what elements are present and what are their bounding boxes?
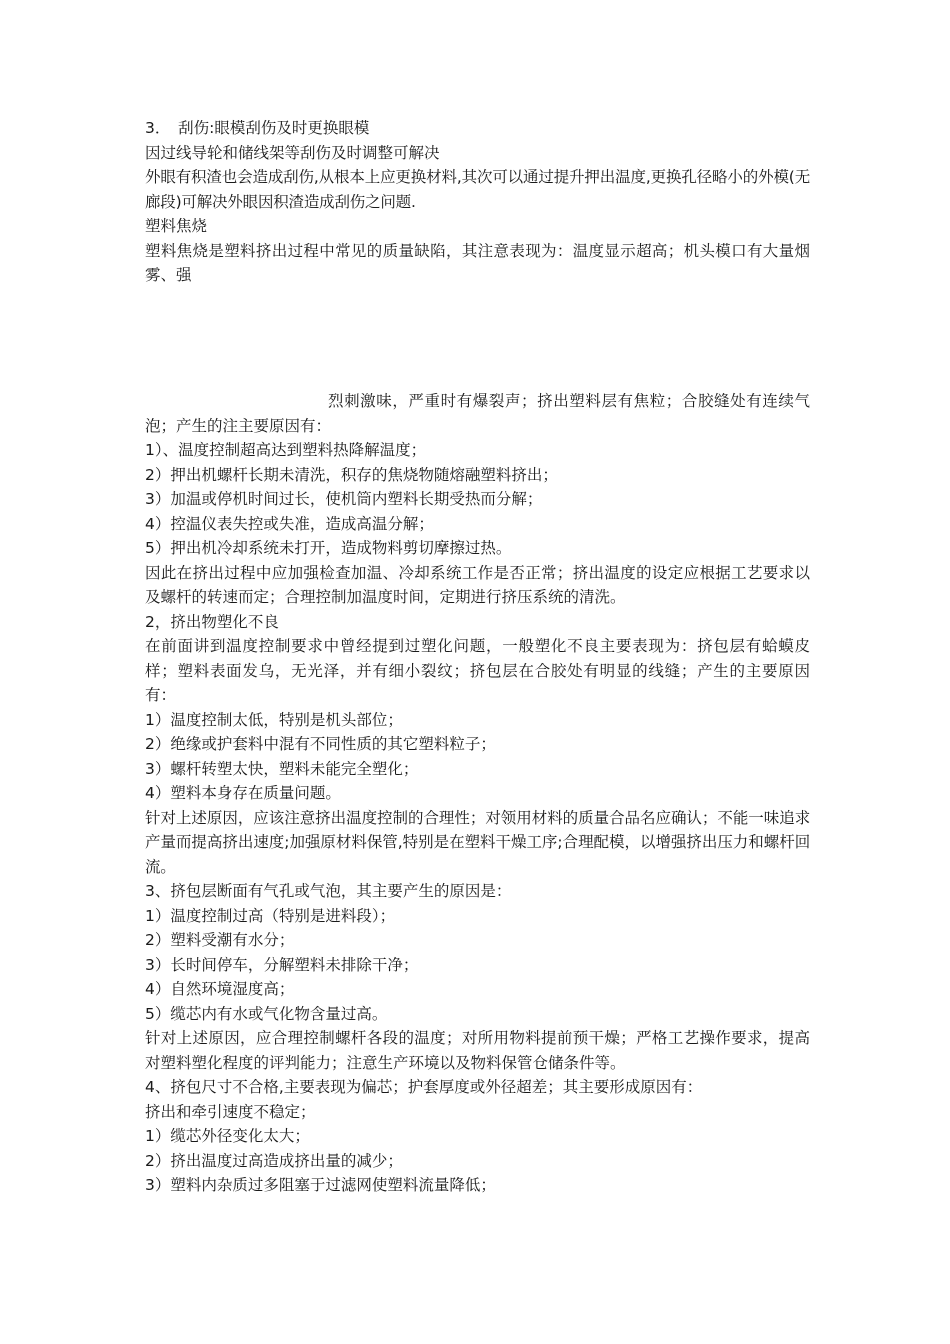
list-item: 1）、温度控制超高达到塑料热降解温度； bbox=[145, 441, 427, 459]
list-item: 4）自然环境湿度高； bbox=[145, 980, 295, 998]
heading-scratch: 3． 刮伤:眼模刮伤及时更换眼模 bbox=[145, 119, 370, 137]
para-burn-fix: 因此在挤出过程中应加强检查加温、冷却系统工作是否正常；挤出温度的设定应根据工艺要求以及螺杆的转速而定；合理控制加温度时间，定期进行挤压系统的清洗。 bbox=[145, 563, 810, 606]
line-speed: 挤出和牵引速度不稳定； bbox=[145, 1102, 316, 1121]
list-item: 3）塑料内杂质过多阻塞于过滤网使塑料流量降低； bbox=[145, 1176, 496, 1194]
para-burn-continued bbox=[145, 389, 810, 438]
list-item: 1）温度控制太低，特别是机头部位； bbox=[145, 710, 403, 729]
heading-size: 4、挤包尺寸不合格,主要表现为偏芯；护套厚度或外径超差；其主要形成原因有： bbox=[145, 1078, 703, 1096]
list-item: 2）挤出温度过高造成挤出量的减少； bbox=[145, 1151, 403, 1170]
list-item: 2）押出机螺杆长期未清洗，积存的焦烧物随熔融塑料挤出； bbox=[145, 465, 558, 484]
heading-plastic-burn: 塑料焦烧 bbox=[145, 217, 208, 235]
list-item: 3）螺杆转塑太快，塑料未能完全塑化； bbox=[145, 759, 419, 778]
list-item: 1）温度控制过高（特别是进料段）； bbox=[145, 906, 396, 925]
list-item: 2）绝缘或护套料中混有不同性质的其它塑料粒子； bbox=[145, 735, 496, 753]
bottom-text-section bbox=[145, 389, 810, 1198]
line-guide-wheel: 因过线导轮和储线架等刮伤及时调整可解决 bbox=[145, 143, 440, 162]
heading-plastic-defect: 2，挤出物塑化不良 bbox=[145, 612, 279, 631]
para-plastic-fix: 针对上述原因，应该注意挤出温度控制的合理性；对领用材料的质量合品名应确认；不能一味追求产量而提高挤出速度;加强原材料保管,特别是在塑料干燥工序;合理配模，以增强挤出压力和螺杆回流。 bbox=[145, 808, 810, 876]
para-burn-continued-text: 烈刺激味，严重时有爆裂声；挤出塑料层有焦粒；合胶缝处有连续气泡；产生的注主要原因有： bbox=[145, 392, 810, 435]
list-item: 3）加温或停机时间过长，使机筒内塑料长期受热而分解； bbox=[145, 490, 543, 508]
heading-bubble: 3、挤包层断面有气孔或气泡，其主要产生的原因是： bbox=[145, 882, 512, 900]
list-item: 2）塑料受潮有水分； bbox=[145, 931, 295, 949]
para-burn-intro: 塑料焦烧是塑料挤出过程中常见的质量缺陷，其注意表现为：温度显示超高；机头模口有大量烟雾、强 bbox=[145, 241, 810, 284]
para-plastic-intro: 在前面讲到温度控制要求中曾经提到过塑化问题，一般塑化不良主要表现为：挤包层有蛤蟆皮样；塑料表面发乌，无光泽，并有细小裂纹；挤包层在合胶处有明显的线缝；产生的主要原因有： bbox=[145, 637, 810, 704]
list-item: 5）押出机冷却系统未打开，造成物料剪切摩擦过热。 bbox=[145, 539, 512, 557]
list-item: 1）缆芯外径变化太大； bbox=[145, 1127, 310, 1145]
top-text-section bbox=[145, 116, 810, 288]
list-item: 3）长时间停车，分解塑料未排除干净； bbox=[145, 955, 419, 974]
list-item: 4）塑料本身存在质量问题。 bbox=[145, 784, 341, 802]
list-item: 4）控温仪表失控或失准，造成高温分解； bbox=[145, 514, 434, 533]
list-item: 5）缆芯内有水或气化物含量过高。 bbox=[145, 1004, 388, 1023]
para-residue: 外眼有积渣也会造成刮伤,从根本上应更换材料,其次可以通过提升押出温度,更换孔径略小的外模(无廊段)可解决外眼因积渣造成刮伤之问题. bbox=[145, 168, 810, 211]
para-bubble-fix: 针对上述原因，应合理控制螺杆各段的温度；对所用物料提前预干燥；严格工艺操作要求，提高对塑料塑化程度的评判能力；注意生产环境以及物料保管仓储条件等。 bbox=[145, 1029, 810, 1072]
